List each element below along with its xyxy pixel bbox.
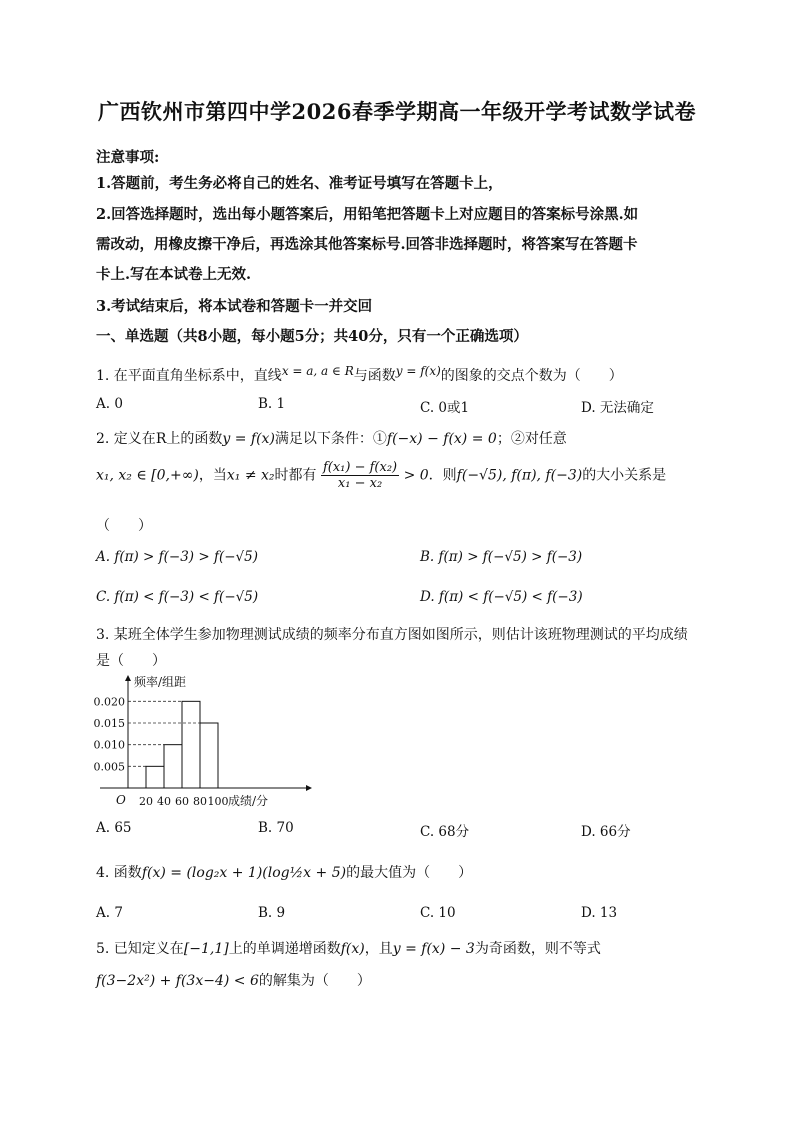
q5-line2-suffix: 的解集为（ ） <box>258 973 371 989</box>
q2-cond2-mark: ② <box>510 431 525 447</box>
q4-suffix: 的最大值为（ ） <box>346 865 473 881</box>
q2-answer-paren: （ ） <box>96 518 152 534</box>
q2-conditions-label: 满足以下条件： <box>274 431 373 447</box>
x-tick-label: 60 <box>175 795 189 808</box>
histogram-bars <box>146 701 218 788</box>
q2-option-d[interactable]: D. f(π) < f(−√5) < f(−3) <box>420 589 583 605</box>
question-2-line-1 <box>96 428 567 448</box>
q5-inequality: f(3−2x²) + f(3x−4) < 6 <box>96 973 259 989</box>
q2-cond1-mark: ① <box>372 431 387 447</box>
q2-option-a[interactable]: A. f(π) > f(−3) > f(−√5) <box>96 549 258 565</box>
q5-prefix: 5. 已知定义在 <box>96 941 184 957</box>
q5-odd-function: y = f(x) − 3 <box>392 941 475 957</box>
q2-fraction-numerator: f(x₁) − f(x₂) <box>322 460 398 475</box>
x-tick-label: 40 <box>157 795 171 808</box>
question-1 <box>96 365 623 385</box>
q2-prefix: 2. 定义在 <box>96 431 156 447</box>
q4-prefix: 4. 函数 <box>96 865 142 881</box>
q2-condition-1: f(−x) − f(x) = 0 <box>386 431 497 447</box>
x-axis-arrow <box>306 785 312 791</box>
question-5-line-2 <box>96 970 371 990</box>
question-5-line-1 <box>96 938 601 958</box>
q1-option-c[interactable]: C. 0或1 <box>420 400 470 416</box>
q4-expression: f(x) = (log₂x + 1)(log½x + 5) <box>141 865 347 881</box>
question-4 <box>96 862 472 882</box>
q2-option-b[interactable]: B. f(π) > f(−√5) > f(−3) <box>420 549 583 565</box>
q4-option-b[interactable]: B. 9 <box>258 905 286 921</box>
q2-suffix: 的大小关系是 <box>582 467 667 484</box>
y-tick-label: 0.005 <box>93 760 125 774</box>
q4-option-a[interactable]: A. 7 <box>96 905 123 921</box>
y-tick-label: 0.010 <box>93 738 125 752</box>
q2-mid: 上的函数 <box>166 431 223 447</box>
notes-item-2-line-2: 需改动，用橡皮擦干净后，再选涂其他答案标号.回答非选择题时，将答案写在答题卡 <box>96 236 638 253</box>
q3-option-d[interactable]: D. 66分 <box>581 824 631 840</box>
x-tick-label: 80 <box>193 795 207 808</box>
histogram-bar <box>146 766 164 788</box>
q2-always: 时都有 <box>274 467 317 484</box>
notes-item-3: 3.考试结束后，将本试卷和答题卡一并交回 <box>96 298 373 315</box>
q1-suffix: 的图象的交点个数为（ ） <box>440 368 623 384</box>
q1-option-b[interactable]: B. 1 <box>258 396 286 412</box>
exam-title: 广西钦州市第四中学2026春季学期高一年级开学考试数学试卷 <box>98 99 696 124</box>
q1-condition: x = a, a ∈ R <box>281 364 354 378</box>
q3-option-a[interactable]: A. 65 <box>96 820 132 836</box>
frequency-histogram <box>92 672 322 812</box>
q2-not-equal: x₁ ≠ x₂ <box>226 467 275 484</box>
origin-label: O <box>116 793 126 807</box>
q3-option-b[interactable]: B. 70 <box>258 820 294 836</box>
q2-fraction <box>321 460 399 491</box>
q2-fraction-denominator: x₁ − x₂ <box>337 476 383 491</box>
q2-function: y = f(x) <box>222 431 275 447</box>
q2-greater-zero: > 0 <box>403 467 429 484</box>
q2-when: ，当 <box>198 467 227 484</box>
notes-heading: 注意事项: <box>96 149 160 166</box>
q2-values: f(−√5), f(π), f(−3) <box>456 467 583 484</box>
q2-condition-2-text: 对任意 <box>524 431 567 447</box>
y-tick-label: 0.015 <box>93 717 125 730</box>
notes-item-2-line-1: 2.回答选择题时，选出每小题答案后，用铅笔把答题卡上对应题目的答案标号涂黑.如 <box>96 206 639 223</box>
q5-and: ，且 <box>364 941 393 957</box>
q2-variables: x₁, x₂ ∈ [0,+∞) <box>96 467 199 484</box>
notes-item-2-line-3: 卡上.写在本试卷上无效. <box>96 266 252 283</box>
question-3-line-1: 3. 某班全体学生参加物理测试成绩的频率分布直方图如图所示，则估计该班物理测试的平均成绩 <box>96 627 688 643</box>
q1-mid: 与函数 <box>353 368 396 384</box>
q1-prefix: 1. 在平面直角坐标系中，直线 <box>96 368 282 384</box>
y-axis-label: 频率/组距 <box>134 675 187 689</box>
x-axis-label: 成绩/分 <box>228 794 269 808</box>
q5-suffix: 为奇函数，则不等式 <box>474 941 601 957</box>
histogram-bar <box>164 745 182 788</box>
q2-then: ．则 <box>428 467 457 484</box>
y-tick-label: 0.020 <box>93 695 125 709</box>
q2-option-c[interactable]: C. f(π) < f(−3) < f(−√5) <box>96 589 259 605</box>
q2-real-set: R <box>155 431 167 447</box>
q1-option-d[interactable]: D. 无法确定 <box>581 400 654 416</box>
section-heading: 一、单选题（共8小题，每小题5分；共40分，只有一个正确选项） <box>96 328 528 345</box>
q5-mid: 上的单调递增函数 <box>228 941 341 957</box>
q1-function: y = f(x) <box>395 364 441 378</box>
q2-separator: ； <box>496 431 511 447</box>
q3-option-c[interactable]: C. 68分 <box>420 824 470 840</box>
q1-option-a[interactable]: A. 0 <box>96 396 123 412</box>
x-tick-label: 20 <box>139 795 153 808</box>
q4-option-c[interactable]: C. 10 <box>420 905 456 921</box>
q5-function: f(x) <box>340 941 365 957</box>
histogram-bar <box>182 701 200 788</box>
q5-interval: [−1,1] <box>183 941 229 957</box>
question-2-line-2 <box>96 460 666 491</box>
x-tick-label: 100 <box>207 795 229 808</box>
histogram-bar <box>200 723 218 788</box>
question-3-line-2: 是（ ） <box>96 653 166 669</box>
histogram-axes <box>100 675 312 791</box>
q4-option-d[interactable]: D. 13 <box>581 905 618 921</box>
notes-item-1: 1.答题前，考生务必将自己的姓名、准考证号填写在答题卡上， <box>96 175 503 192</box>
y-axis-arrow <box>125 675 131 681</box>
